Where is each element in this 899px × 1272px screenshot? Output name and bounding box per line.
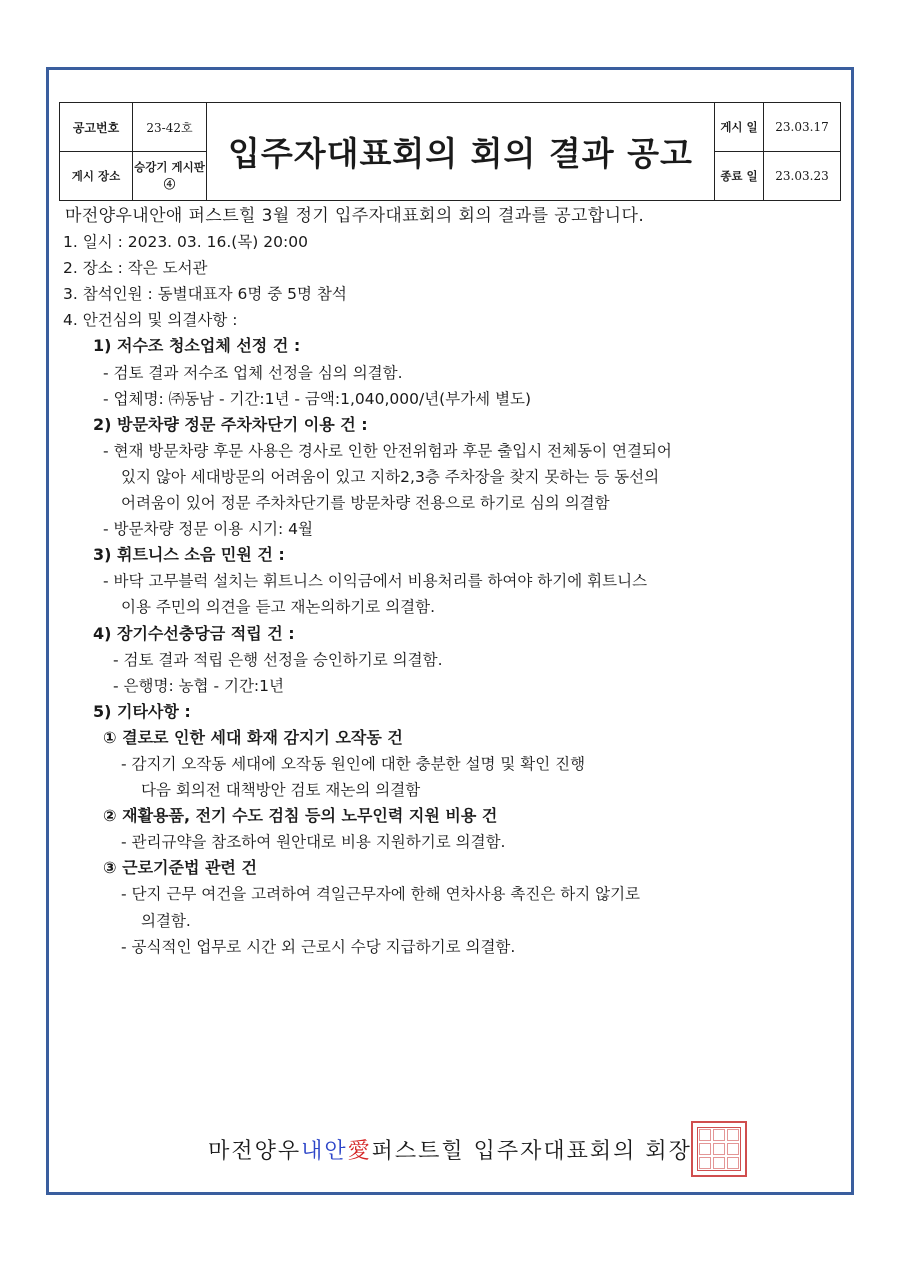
agenda-4-line: - 검토 결과 적립 은행 선정을 승인하기로 의결함. bbox=[113, 650, 443, 669]
sub-item-3-line: - 공식적인 업무로 시간 외 근로시 수당 지급하기로 의결함. bbox=[121, 937, 516, 956]
sub-item-2-line: - 관리규약을 참조하여 원안대로 비용 지원하기로 의결함. bbox=[121, 833, 506, 852]
agenda-4-title: 4) 장기수선충당금 적립 건 : bbox=[93, 623, 295, 643]
sub-item-3-line: - 단지 근무 여건을 고려하여 격일근무자에 한해 연차사용 촉진은 하지 않기로 bbox=[121, 885, 641, 904]
sub-item-1-line: 다음 회의전 대책방안 검토 재논의 의결함 bbox=[141, 781, 421, 800]
signature-part: 마전양우 bbox=[208, 1139, 302, 1164]
agenda-2-line: - 방문차량 정문 이용 시기: 4월 bbox=[103, 520, 314, 539]
agenda-1-line: - 업체명: ㈜동남 - 기간:1년 - 금액:1,040,000/년(부가세 별도) bbox=[103, 389, 532, 408]
notice-frame bbox=[46, 67, 854, 1195]
agenda-4-line: - 은행명: 농협 - 기간:1년 bbox=[113, 676, 284, 695]
sub-item-2-title: ② 재활용품, 전기 수도 검침 등의 노무인력 지원 비용 건 bbox=[103, 806, 498, 826]
agenda-2-line: 있지 않아 세대방문의 어려움이 있고 지하2,3층 주차장을 찾지 못하는 등 동선의 bbox=[121, 467, 660, 486]
sub-item-3-title: ③ 근로기준법 관련 건 bbox=[103, 858, 257, 878]
sub-item-1-title: ① 결로로 인한 세대 화재 감지기 오작동 건 bbox=[103, 727, 403, 747]
item-datetime: 1. 일시 : 2023. 03. 16.(목) 20:00 bbox=[63, 233, 308, 252]
post-place-label: 게시 장소 bbox=[60, 152, 133, 201]
intro-text: 마전양우내안애 퍼스트힐 3월 정기 입주자대표회의 회의 결과를 공고합니다. bbox=[65, 206, 645, 226]
notice-header-table bbox=[59, 102, 841, 201]
notice-body bbox=[63, 203, 843, 960]
end-date: 23.03.23 bbox=[764, 152, 841, 201]
notice-number-label: 공고번호 bbox=[60, 103, 133, 152]
end-date-label: 종료 일 bbox=[715, 152, 764, 201]
item-attendance: 3. 참석인원 : 동별대표자 6명 중 5명 참석 bbox=[63, 285, 347, 304]
sub-item-3-line: 의결함. bbox=[141, 911, 191, 930]
signature-brand-char: 愛 bbox=[347, 1139, 372, 1164]
agenda-1-line: - 검토 결과 저수조 업체 선정을 심의 의결함. bbox=[103, 363, 403, 382]
post-place: 승강기 게시판④ bbox=[133, 152, 207, 201]
signature-brand: 내안 bbox=[301, 1139, 348, 1164]
agenda-5-title: 5) 기타사항 : bbox=[93, 701, 191, 721]
agenda-2-line: 어려움이 있어 정문 주차차단기를 방문차량 전용으로 하기로 심의 의결함 bbox=[121, 494, 610, 513]
agenda-3-title: 3) 휘트니스 소음 민원 건 : bbox=[93, 545, 285, 565]
agenda-1-title: 1) 저수조 청소업체 선정 건 : bbox=[93, 336, 301, 356]
agenda-3-line: - 바닥 고무블럭 설치는 휘트니스 이익금에서 비용처리를 하여야 하기에 휘트니스 bbox=[103, 572, 648, 591]
signature-part: 퍼스트힐 입주자대표회의 회장 bbox=[371, 1139, 692, 1164]
item-place: 2. 장소 : 작은 도서관 bbox=[63, 259, 208, 278]
agenda-3-line: 이용 주민의 의견을 듣고 재논의하기로 의결함. bbox=[121, 598, 436, 617]
item-agenda: 4. 안건심의 및 의결사항 : bbox=[63, 311, 238, 330]
post-date-label: 게시 일 bbox=[715, 103, 764, 152]
agenda-2-line: - 현재 방문차량 후문 사용은 경사로 인한 안전위험과 후문 출입시 전체동이 연결되어 bbox=[103, 441, 672, 460]
sub-item-1-line: - 감지기 오작동 세대에 오작동 원인에 대한 충분한 설명 및 확인 진행 bbox=[121, 754, 586, 773]
post-date: 23.03.17 bbox=[764, 103, 841, 152]
notice-number: 23-42호 bbox=[133, 103, 207, 152]
official-seal-icon bbox=[691, 1121, 747, 1177]
page-title: 입주자대표회의 회의 결과 공고 bbox=[207, 103, 715, 201]
agenda-2-title: 2) 방문차량 정문 주차차단기 이용 건 : bbox=[93, 414, 368, 434]
